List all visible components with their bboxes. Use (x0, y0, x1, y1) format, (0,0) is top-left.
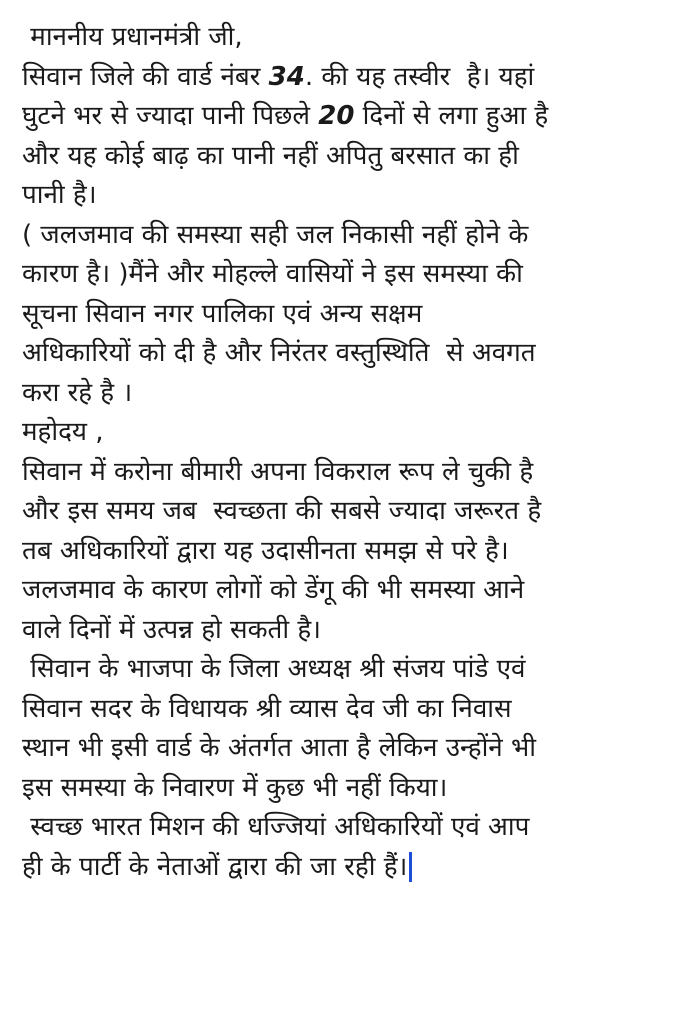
text-line: सूचना सिवान नगर पालिका एवं अन्य सक्षम (22, 298, 423, 329)
document-body (22, 18, 672, 887)
text-line: और इस समय जब स्वच्छता की सबसे ज्यादा जरूरत है (22, 496, 542, 526)
text-line (22, 58, 672, 98)
text-line: ( जलजमाव की समस्या सही जल निकासी नहीं होने के (22, 219, 529, 250)
text-line: इस समस्या के निवारण में कुछ भी नहीं किया। (22, 772, 448, 803)
text-segment: सिवान जिले की वार्ड नंबर (22, 61, 269, 92)
text-line: कारण है। )मैंने और मोहल्ले वासियों ने इस समस्या की (22, 259, 523, 289)
greeting-line: माननीय प्रधानमंत्री जी, (22, 22, 243, 52)
text-line: स्वच्छ भारत मिशन की धज्जियां अधिकारियों एवं आप (22, 812, 530, 842)
text-line: जलजमाव के कारण लोगों को डेंगू की भी समस्या आने (22, 575, 525, 605)
text-line: तब अधिकारियों द्वारा यह उदासीनता समझ से परे है। (22, 535, 509, 566)
text-segment: दिनों से लगा हुआ है (354, 101, 549, 131)
text-line: और यह कोई बाढ़ का पानी नहीं अपितु बरसात का ही (22, 140, 519, 171)
text-segment: घुटने भर से ज्यादा पानी पिछले (22, 101, 319, 131)
text-segment: ही के पार्टी के नेताओं द्वारा की जा रही हैं। (22, 851, 408, 882)
days-number: 20 (318, 101, 355, 131)
ward-number: 34 (268, 61, 305, 92)
text-line (22, 97, 672, 137)
text-line: सिवान में करोना बीमारी अपना विकराल रूप ले चुकी है (22, 456, 534, 487)
text-segment: . की यह तस्वीर है। यहां (304, 61, 535, 92)
text-line: सिवान सदर के विधायक श्री व्यास देव जी का निवास (22, 693, 512, 724)
text-line: स्थान भी इसी वार्ड के अंतर्गत आता है लेकिन उन्होंने भी (22, 733, 537, 763)
text-cursor (409, 852, 412, 882)
salutation-line: महोदय , (22, 417, 104, 447)
text-line: अधिकारियों को दी है और निरंतर वस्तुस्थिति से अवगत (22, 338, 536, 368)
text-line[interactable] (22, 848, 672, 888)
text-line: पानी है। (22, 180, 97, 210)
text-line: वाले दिनों में उत्पन्न हो सकती है। (22, 614, 322, 645)
text-line: सिवान के भाजपा के जिला अध्यक्ष श्री संजय पांडे एवं (22, 654, 526, 684)
text-line: करा रहे है । (22, 377, 133, 408)
